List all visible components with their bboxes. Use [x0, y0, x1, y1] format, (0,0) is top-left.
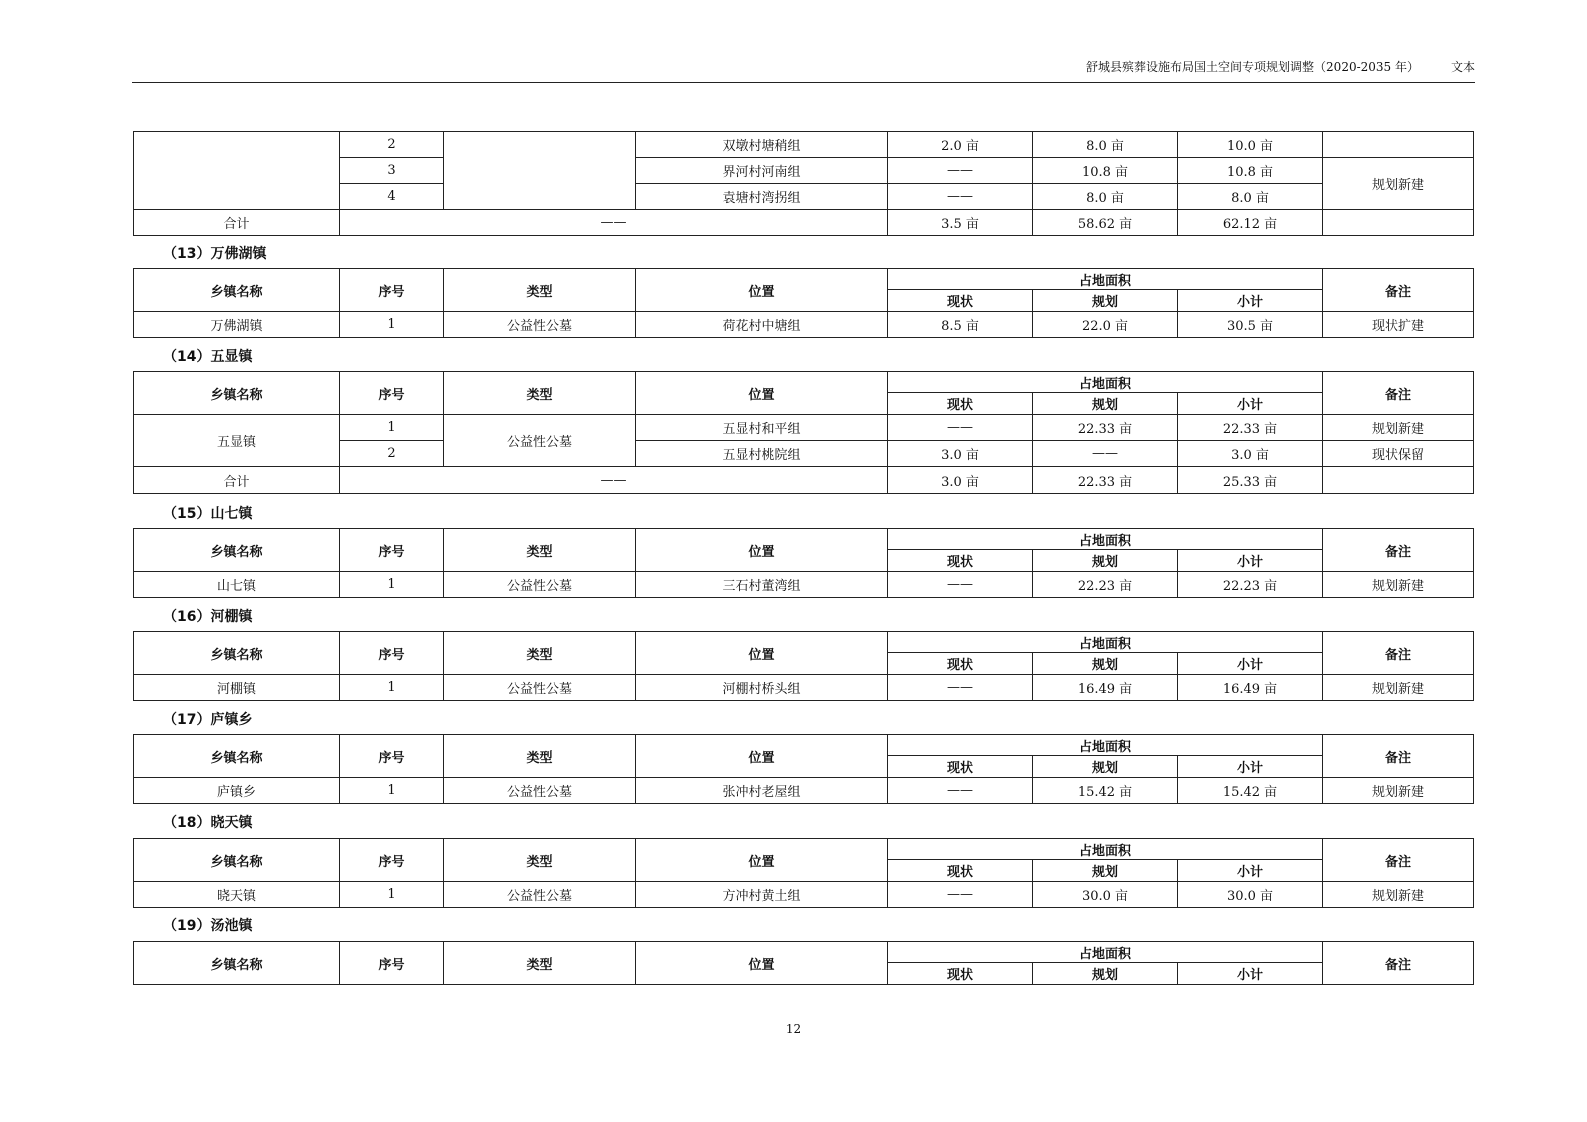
town-table — [133, 371, 1474, 494]
note-cell: 规划新建 — [1323, 778, 1474, 804]
total-label: 合计 — [134, 210, 340, 236]
note-cell: 现状保留 — [1323, 441, 1474, 467]
subtotal-cell: 16.49 亩 — [1178, 675, 1323, 701]
col-header-plan: 规划 — [1033, 393, 1178, 415]
col-header-type: 类型 — [444, 839, 636, 882]
note-cell — [1323, 467, 1474, 494]
town-table — [133, 631, 1474, 701]
col-header-location: 位置 — [636, 632, 888, 675]
col-header-note: 备注 — [1323, 372, 1474, 415]
town-table — [133, 941, 1474, 985]
col-header-subtotal: 小计 — [1178, 550, 1323, 572]
current-cell: 3.5 亩 — [888, 210, 1033, 236]
type-cell: 公益性公墓 — [444, 675, 636, 701]
table-row — [134, 572, 1474, 598]
plan-cell: 8.0 亩 — [1033, 132, 1178, 158]
current-cell: —— — [888, 882, 1033, 908]
col-header-note: 备注 — [1323, 529, 1474, 572]
col-header-type: 类型 — [444, 735, 636, 778]
town-cell: 山七镇 — [134, 572, 340, 598]
col-header-type: 类型 — [444, 529, 636, 572]
note-cell: 规划新建 — [1323, 882, 1474, 908]
col-header-town: 乡镇名称 — [134, 632, 340, 675]
subtotal-cell: 10.8 亩 — [1178, 158, 1323, 184]
town-table — [133, 734, 1474, 804]
col-header-seq: 序号 — [340, 735, 444, 778]
subtotal-cell: 15.42 亩 — [1178, 778, 1323, 804]
col-header-location: 位置 — [636, 269, 888, 312]
col-header-seq: 序号 — [340, 942, 444, 985]
col-header-plan: 规划 — [1033, 963, 1178, 985]
seq-cell: 1 — [340, 882, 444, 908]
seq-cell: 2 — [340, 441, 444, 467]
current-cell: 8.5 亩 — [888, 312, 1033, 338]
note-cell: 现状扩建 — [1323, 312, 1474, 338]
header-row — [134, 839, 1474, 860]
section-heading: （15）山七镇 — [163, 506, 253, 522]
plan-cell: 22.33 亩 — [1033, 467, 1178, 494]
plan-cell: 22.0 亩 — [1033, 312, 1178, 338]
table-row — [134, 882, 1474, 908]
type-cell: 公益性公墓 — [444, 415, 636, 467]
town-table — [133, 528, 1474, 598]
col-header-subtotal: 小计 — [1178, 290, 1323, 312]
section-heading: （16）河棚镇 — [163, 609, 253, 625]
col-header-current: 现状 — [888, 963, 1033, 985]
page-number: 12 — [785, 1022, 802, 1036]
col-header-type: 类型 — [444, 269, 636, 312]
seq-cell: 4 — [340, 184, 444, 210]
current-cell: 3.0 亩 — [888, 441, 1033, 467]
col-header-location: 位置 — [636, 839, 888, 882]
col-header-type: 类型 — [444, 632, 636, 675]
plan-cell: 22.33 亩 — [1033, 415, 1178, 441]
plan-cell: 22.23 亩 — [1033, 572, 1178, 598]
col-header-note: 备注 — [1323, 269, 1474, 312]
col-header-current: 现状 — [888, 393, 1033, 415]
seq-cell: 1 — [340, 675, 444, 701]
total-row — [134, 210, 1474, 236]
document-tag: 文本 — [1450, 60, 1475, 74]
col-header-current: 现状 — [888, 860, 1033, 882]
header-row — [134, 269, 1474, 290]
col-header-seq: 序号 — [340, 269, 444, 312]
header-row — [134, 942, 1474, 963]
section-heading: （19）汤池镇 — [163, 918, 253, 934]
town-cell: 庐镇乡 — [134, 778, 340, 804]
header-row — [134, 632, 1474, 653]
subtotal-cell: 3.0 亩 — [1178, 441, 1323, 467]
type-cell: 公益性公墓 — [444, 572, 636, 598]
col-header-note: 备注 — [1323, 632, 1474, 675]
current-cell: 3.0 亩 — [888, 467, 1033, 494]
current-cell: —— — [888, 415, 1033, 441]
section-heading: （18）晓天镇 — [163, 815, 253, 831]
col-header-town: 乡镇名称 — [134, 269, 340, 312]
col-header-type: 类型 — [444, 942, 636, 985]
current-cell: —— — [888, 675, 1033, 701]
table-row — [134, 415, 1474, 441]
col-header-area: 占地面积 — [888, 632, 1323, 653]
table-continued — [133, 131, 1474, 236]
location-cell: 三石村董湾组 — [636, 572, 888, 598]
plan-cell: 16.49 亩 — [1033, 675, 1178, 701]
table-row — [134, 132, 1474, 158]
plan-cell: 15.42 亩 — [1033, 778, 1178, 804]
col-header-current: 现状 — [888, 756, 1033, 778]
subtotal-cell: 22.23 亩 — [1178, 572, 1323, 598]
col-header-subtotal: 小计 — [1178, 860, 1323, 882]
note-cell: 规划新建 — [1323, 572, 1474, 598]
col-header-seq: 序号 — [340, 372, 444, 415]
plan-cell: 10.8 亩 — [1033, 158, 1178, 184]
col-header-town: 乡镇名称 — [134, 942, 340, 985]
table-row — [134, 312, 1474, 338]
header-row — [134, 529, 1474, 550]
note-cell — [1323, 132, 1474, 158]
current-cell: 2.0 亩 — [888, 132, 1033, 158]
col-header-town: 乡镇名称 — [134, 735, 340, 778]
subtotal-cell: 62.12 亩 — [1178, 210, 1323, 236]
total-row — [134, 467, 1474, 494]
col-header-subtotal: 小计 — [1178, 393, 1323, 415]
plan-cell: 30.0 亩 — [1033, 882, 1178, 908]
location-cell: 五显村和平组 — [636, 415, 888, 441]
total-dash: —— — [340, 210, 888, 236]
note-cell: 规划新建 — [1323, 675, 1474, 701]
town-table — [133, 268, 1474, 338]
location-cell: 荷花村中塘组 — [636, 312, 888, 338]
town-cell — [134, 132, 340, 210]
type-cell — [444, 132, 636, 210]
total-dash: —— — [340, 467, 888, 494]
col-header-subtotal: 小计 — [1178, 756, 1323, 778]
subtotal-cell: 25.33 亩 — [1178, 467, 1323, 494]
header-row — [134, 372, 1474, 393]
col-header-area: 占地面积 — [888, 372, 1323, 393]
section-heading: （17）庐镇乡 — [163, 712, 253, 728]
col-header-note: 备注 — [1323, 839, 1474, 882]
seq-cell: 3 — [340, 158, 444, 184]
town-table — [133, 838, 1474, 908]
subtotal-cell: 22.33 亩 — [1178, 415, 1323, 441]
col-header-note: 备注 — [1323, 735, 1474, 778]
plan-cell: —— — [1033, 441, 1178, 467]
location-cell: 张冲村老屋组 — [636, 778, 888, 804]
col-header-plan: 规划 — [1033, 860, 1178, 882]
plan-cell: 58.62 亩 — [1033, 210, 1178, 236]
col-header-location: 位置 — [636, 942, 888, 985]
col-header-plan: 规划 — [1033, 290, 1178, 312]
seq-cell: 2 — [340, 132, 444, 158]
location-cell: 河棚村桥头组 — [636, 675, 888, 701]
col-header-area: 占地面积 — [888, 269, 1323, 290]
note-cell: 规划新建 — [1323, 415, 1474, 441]
note-cell: 规划新建 — [1323, 158, 1474, 210]
town-cell: 五显镇 — [134, 415, 340, 467]
col-header-town: 乡镇名称 — [134, 839, 340, 882]
col-header-subtotal: 小计 — [1178, 963, 1323, 985]
col-header-type: 类型 — [444, 372, 636, 415]
type-cell: 公益性公墓 — [444, 312, 636, 338]
col-header-current: 现状 — [888, 290, 1033, 312]
col-header-seq: 序号 — [340, 839, 444, 882]
col-header-area: 占地面积 — [888, 942, 1323, 963]
document-title: 舒城县殡葬设施布局国土空间专项规划调整（2020-2035 年） — [1086, 60, 1419, 74]
col-header-town: 乡镇名称 — [134, 529, 340, 572]
col-header-seq: 序号 — [340, 529, 444, 572]
location-cell: 五显村桃院组 — [636, 441, 888, 467]
col-header-location: 位置 — [636, 735, 888, 778]
location-cell: 方冲村黄土组 — [636, 882, 888, 908]
total-label: 合计 — [134, 467, 340, 494]
current-cell: —— — [888, 778, 1033, 804]
subtotal-cell: 10.0 亩 — [1178, 132, 1323, 158]
page-header — [132, 56, 1475, 83]
current-cell: —— — [888, 158, 1033, 184]
seq-cell: 1 — [340, 312, 444, 338]
seq-cell: 1 — [340, 778, 444, 804]
col-header-plan: 规划 — [1033, 550, 1178, 572]
town-cell: 河棚镇 — [134, 675, 340, 701]
seq-cell: 1 — [340, 572, 444, 598]
col-header-area: 占地面积 — [888, 735, 1323, 756]
location-cell: 界河村河南组 — [636, 158, 888, 184]
subtotal-cell: 30.5 亩 — [1178, 312, 1323, 338]
col-header-plan: 规划 — [1033, 653, 1178, 675]
col-header-area: 占地面积 — [888, 839, 1323, 860]
col-header-plan: 规划 — [1033, 756, 1178, 778]
header-row — [134, 735, 1474, 756]
location-cell: 双墩村塘稍组 — [636, 132, 888, 158]
section-heading: （13）万佛湖镇 — [163, 246, 267, 262]
col-header-current: 现状 — [888, 550, 1033, 572]
table-row — [134, 778, 1474, 804]
table-row — [134, 675, 1474, 701]
col-header-seq: 序号 — [340, 632, 444, 675]
town-cell: 万佛湖镇 — [134, 312, 340, 338]
type-cell: 公益性公墓 — [444, 882, 636, 908]
location-cell: 袁塘村湾拐组 — [636, 184, 888, 210]
plan-cell: 8.0 亩 — [1033, 184, 1178, 210]
col-header-location: 位置 — [636, 529, 888, 572]
note-cell — [1323, 210, 1474, 236]
section-heading: （14）五显镇 — [163, 349, 253, 365]
town-cell: 晓天镇 — [134, 882, 340, 908]
current-cell: —— — [888, 184, 1033, 210]
col-header-town: 乡镇名称 — [134, 372, 340, 415]
col-header-location: 位置 — [636, 372, 888, 415]
col-header-note: 备注 — [1323, 942, 1474, 985]
col-header-area: 占地面积 — [888, 529, 1323, 550]
current-cell: —— — [888, 572, 1033, 598]
seq-cell: 1 — [340, 415, 444, 441]
type-cell: 公益性公墓 — [444, 778, 636, 804]
col-header-subtotal: 小计 — [1178, 653, 1323, 675]
subtotal-cell: 8.0 亩 — [1178, 184, 1323, 210]
subtotal-cell: 30.0 亩 — [1178, 882, 1323, 908]
col-header-current: 现状 — [888, 653, 1033, 675]
